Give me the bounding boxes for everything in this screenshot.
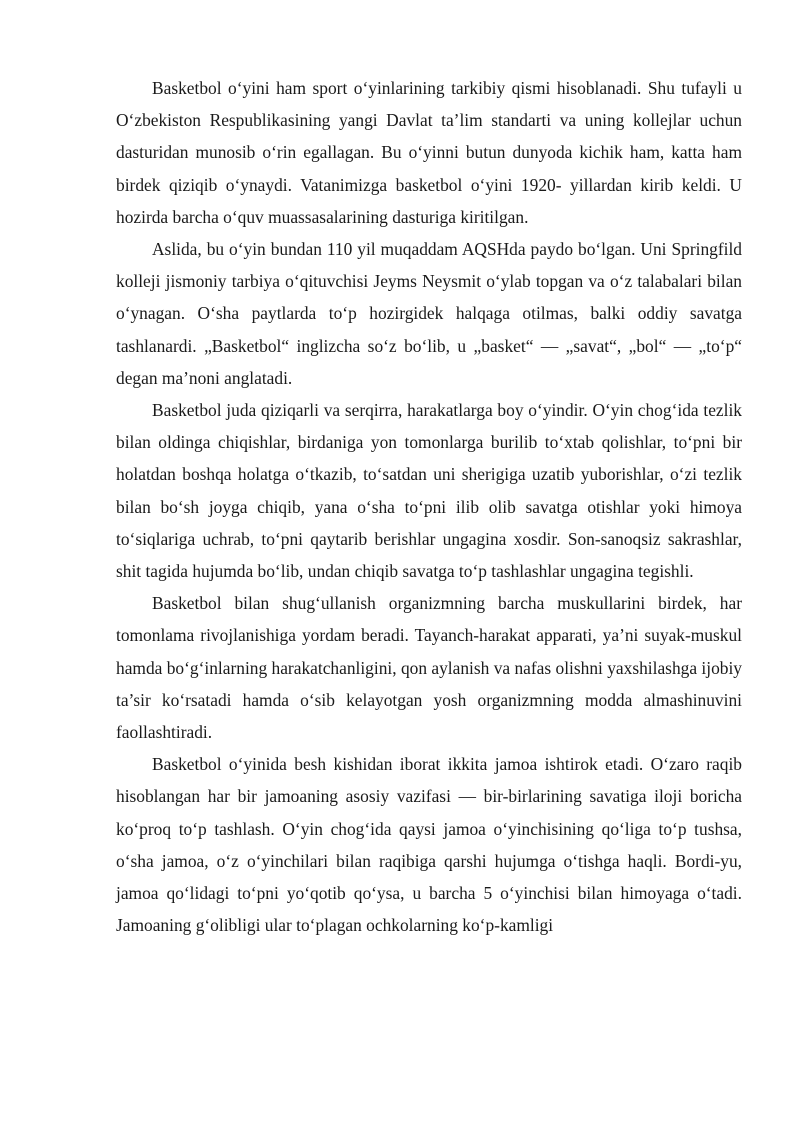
paragraph-5: Basketbol o‘yinida besh kishidan iborat ikkita jamoa ishtirok etadi. O‘zaro raqib hisoblangan har bir jamoaning asosiy vazifasi — bir-birlarining savatiga iloji boricha ko‘proq to‘p tashlash. O‘yin chog‘ida qaysi jamoa o‘yinchisining qo‘liga to‘p tushsa, o‘sha jamoa, o‘z o‘yinchilari bilan raqibiga qarshi hujumga o‘tishga haqli. Bordi-yu, jamoa qo‘lidagi to‘pni yo‘qotib qo‘ysa, u barcha 5 o‘yinchisi bilan himoyaga o‘tadi. Jamoaning g‘olibligi ular to‘plagan ochkolarning ko‘p-kamligi: [116, 754, 742, 936]
paragraph-4: Basketbol bilan shug‘ullanish organizmning barcha muskullarini birdek, har tomonlama rivojlanishiga yordam beradi. Tayanch-harakat apparati, ya’ni suyak-muskul hamda bo‘g‘inlarning harakatchanligini, qon aylanish va nafas olishni yaxshilashga ijobiy ta’sir ko‘rsatadi hamda o‘sib kelayotgan yosh organizmning modda almashinuvini faollashtiradi.: [116, 593, 742, 743]
paragraph-2: Aslida, bu o‘yin bundan 110 yil muqaddam AQSHda paydo bo‘lgan. Uni Springfild kolleji jismoniy tarbiya o‘qituvchisi Jeyms Neysmit o‘ylab topgan va o‘z talabalari bilan o‘ynagan. O‘sha paytlarda to‘p hozirgidek halqaga otilmas, balki oddiy savatga tashlanardi. „Basketbol“ inglizcha so‘z bo‘lib, u „basket“ — „savat“, „bol“ — „to‘p“ degan ma’noni anglatadi.: [116, 239, 742, 388]
document-body: [116, 72, 742, 941]
paragraph-1: Basketbol o‘yini ham sport o‘yinlarining tarkibiy qismi hisoblanadi. Shu tufayli u O‘zbekiston Respublikasining yangi Davlat ta’lim standarti va uning kollejlar uchun dasturidan munosib o‘rin egallagan. Bu o‘yinni butun dunyoda kichik ham, katta ham birdek qiziqib o‘ynaydi. Vatanimizga basketbol o‘yini 1920- yillardan kirib keldi. U hozirda barcha o‘quv muassasalarining dasturiga kiritilgan.: [116, 78, 742, 227]
paragraph-3: Basketbol juda qiziqarli va serqirra, harakatlarga boy o‘yindir. O‘yin chog‘ida tezlik bilan oldinga chiqishlar, birdaniga yon tomonlarga burilib to‘xtab qolishlar, to‘pni bir holatdan boshqa holatga o‘tkazib, to‘satdan uni sherigiga uzatib yuborishlar, o‘zi tezlik bilan bo‘sh joyga chiqib, yana o‘sha to‘pni ilib olib savatga otishlar yoki himoya to‘siqlariga uchrab, to‘pni qaytarib berishlar ungagina xosdir. Son-sanoqsiz sakrashlar, shit tagida hujumda bo‘lib, undan chiqib savatga to‘p tashlashlar ungagina tegishli.: [116, 400, 742, 582]
